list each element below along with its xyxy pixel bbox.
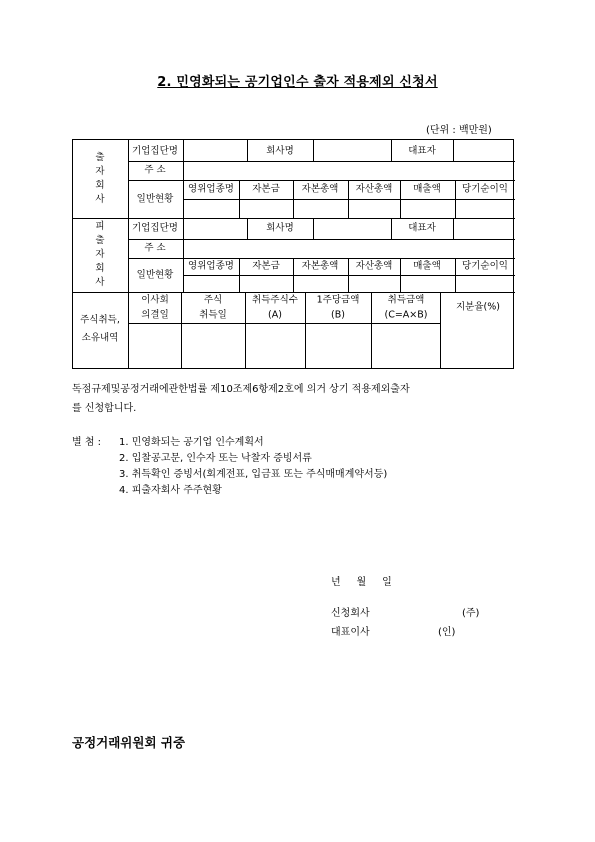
status-col-total-assets: 자산총액 [355,183,393,195]
ceo-sign-label: 대표이사 [331,627,370,638]
address-label: 주 소 [144,242,166,254]
col-line [293,258,294,292]
general-status-label: 일반현황 [136,193,174,205]
col-line [391,140,392,161]
stock-col-board-date-l2: 의결일 [141,309,169,321]
stock-col-per-share-l1: 1주당금액 [316,294,360,306]
applicant-seal: (주) [462,608,480,619]
col-line [348,180,349,218]
attachment-item: 1. 민영화되는 공기업 인수계획서 [119,437,264,448]
col-line [455,180,456,218]
stock-col-share-ratio: 지분율(%) [456,301,500,313]
row-line [128,239,515,240]
request-paragraph [72,380,522,418]
col-line [348,258,349,292]
row-line [73,292,515,293]
status-col-net-income: 당기순이익 [462,260,508,272]
col-line [293,180,294,218]
attachment-item: 3. 취득확인 증빙서(회계전표, 입금표 또는 주식매매계약서등) [119,469,388,480]
date-line: 년 월 일 [331,577,392,588]
attachment-item: 2. 입찰공고문, 인수자 또는 낙찰자 증빙서류 [119,453,312,464]
col-line [455,258,456,292]
stock-col-acq-date-l2: 취득일 [199,309,227,321]
status-col-business: 영위업종명 [188,183,234,195]
request-line-2: 를 신청합니다. [72,403,137,414]
ceo-label: 대표자 [408,145,436,157]
status-col-total-equity: 자본총액 [301,260,339,272]
col-line [313,140,314,161]
stock-col-per-share-l2: (B) [331,309,345,321]
row-line [183,275,515,276]
status-col-sales: 매출액 [413,183,441,195]
col-line [453,218,454,239]
status-col-net-income: 당기순이익 [462,183,508,195]
col-line [453,140,454,161]
status-col-total-assets: 자산총액 [355,260,393,272]
row-line [73,218,515,219]
status-col-total-equity: 자본총액 [301,183,339,195]
stock-col-shares-l1: 취득주식수 [252,294,298,306]
investee-section-label: 피출자회사 [95,221,105,288]
unit-note: (단위 : 백만원) [426,125,492,136]
col-line [400,258,401,292]
attachment-item: 4. 피출자회사 주주현황 [119,485,222,496]
stock-section-label-2: 소유내역 [81,332,119,344]
ceo-seal: (인) [438,627,456,638]
document-title: 2. 민영화되는 공기업인수 출자 적용제외 신청서 [157,75,438,90]
group-name-label: 기업집단명 [132,222,178,234]
company-name-label: 회사명 [266,222,294,234]
col-line [239,258,240,292]
col-line [305,292,306,368]
addressee: 공정거래위원회 귀중 [72,735,186,750]
col-line [128,140,129,368]
col-line [391,218,392,239]
group-name-label: 기업집단명 [132,145,178,157]
stock-col-acq-date-l1: 주식 [203,294,223,306]
stock-col-amount-l1: 취득금액 [387,294,425,306]
general-status-label: 일반현황 [136,269,174,281]
status-col-business: 영위업종명 [188,260,234,272]
col-line [400,180,401,218]
stock-col-amount-l2: (C=A×B) [384,309,428,321]
col-line [247,218,248,239]
status-col-sales: 매출액 [413,260,441,272]
company-name-label: 회사명 [266,145,294,157]
row-line [128,180,515,181]
col-line [440,292,441,368]
col-line [181,292,182,368]
request-line-1: 독점규제및공정거래에관한법률 제10조제6항제2호에 의거 상기 적용제외출자 [72,384,410,395]
status-col-capital: 자본금 [252,260,280,272]
col-line [371,292,372,368]
stock-col-shares-l2: (A) [268,309,282,321]
stock-section-label-1: 주식취득, [80,314,120,326]
col-line [183,218,184,292]
row-line [183,199,515,200]
investor-section-label: 출자회사 [95,152,105,205]
address-label: 주 소 [144,164,166,176]
row-line [128,161,515,162]
col-line [245,292,246,368]
row-line [128,258,515,259]
col-line [183,140,184,218]
ceo-label: 대표자 [408,222,436,234]
status-col-capital: 자본금 [252,183,280,195]
applicant-label: 신청회사 [331,608,370,619]
attachments-label: 별 첨 : [72,437,102,448]
application-table [72,139,514,369]
stock-col-board-date-l1: 이사회 [141,294,169,306]
row-line [128,323,440,324]
col-line [239,180,240,218]
col-line [313,218,314,239]
col-line [247,140,248,161]
